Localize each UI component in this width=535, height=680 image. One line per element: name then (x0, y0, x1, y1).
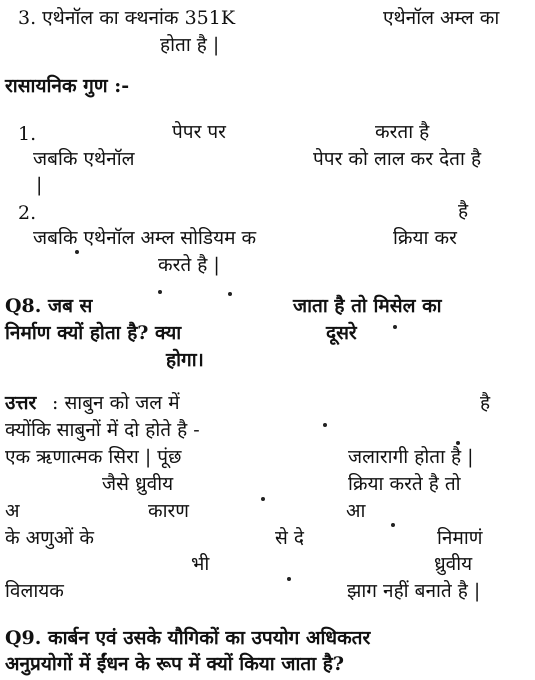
answer-line4-right: क्रिया करते है तो (348, 473, 461, 495)
item1-part-b: करता है (375, 121, 430, 143)
item1-part-a: पेपर पर (172, 121, 226, 143)
speck-mark (158, 290, 162, 294)
item1-line2-left: जबकि एथेनॉल (33, 148, 135, 170)
speck-mark (323, 423, 327, 427)
answer-line2: क्योंकि साबुनों में दो होते है - (5, 419, 200, 441)
speck-mark (393, 325, 397, 329)
speck-mark (456, 441, 460, 445)
point3-line2: होता है | (160, 34, 220, 56)
speck-mark (75, 250, 79, 254)
item2-line2-left: जबकि एथेनॉल अम्ल सोडियम क (33, 227, 257, 249)
point3-line1-left: 3. एथेनॉल का क्‍थनांक 351K (18, 7, 236, 29)
answer-line5-a: अ (5, 500, 20, 522)
answer-line5-b: कारण (148, 500, 190, 522)
answer-line4-left: जैसे ध्रुवीय (102, 473, 174, 495)
q9-line1: Q9. कार्बन एवं उसके यौगिकों का उपयोग अधिकतर (5, 627, 371, 649)
answer-line1-right: है (480, 392, 491, 414)
answer-line5-c: आ (346, 500, 366, 522)
item2-number: 2. (18, 202, 37, 224)
speck-mark (287, 577, 291, 581)
item2-part-a: है (458, 200, 469, 222)
q8-line1-right: जाता है तो मिसेल का (293, 295, 442, 317)
answer-line7-a: भी (191, 553, 210, 575)
q8-line1-left: Q8. जब स (5, 295, 93, 317)
chemical-properties-heading: रासायनिक गुण :- (5, 75, 130, 97)
item1-line3: | (36, 174, 43, 196)
q8-line2-left: निर्माण क्यों होता है? क्या (5, 322, 182, 344)
speck-mark (228, 292, 232, 296)
q8-line2-right: दूसरे (326, 322, 357, 344)
speck-mark (391, 523, 395, 527)
item2-line3: करते है | (158, 254, 220, 276)
answer-line1-left: : साबुन को जल में (52, 392, 180, 414)
item1-line2-right: पेपर को लाल कर देता है (313, 148, 482, 170)
answer-line7-b: ध्रुवीय (434, 553, 473, 575)
point3-line1-right: एथेनॉल अम्ल का (383, 7, 500, 29)
q9-line2: अनुप्रयोगों में ईंधन के रूप में क्यों किया जाता है? (5, 653, 344, 675)
answer-line3-right: जलारागी होता है | (348, 446, 474, 468)
speck-mark (261, 497, 265, 501)
answer-line3-left: एक ऋणात्मक सिरा | पूंछ (5, 446, 182, 468)
answer-label: उत्तर (5, 392, 37, 414)
answer-line6-a: के अणुओं के (5, 527, 94, 549)
answer-line8-right: झाग नहीं बनाते है | (347, 580, 481, 602)
answer-line8-left: विलायक (5, 580, 64, 602)
answer-line6-b: से दे (275, 527, 304, 549)
item2-line2-right: क्रिया कर (393, 227, 457, 249)
answer-line6-c: निमाणं (437, 527, 483, 549)
q8-line3: होगा। (166, 349, 204, 371)
item1-number: 1. (18, 123, 37, 145)
